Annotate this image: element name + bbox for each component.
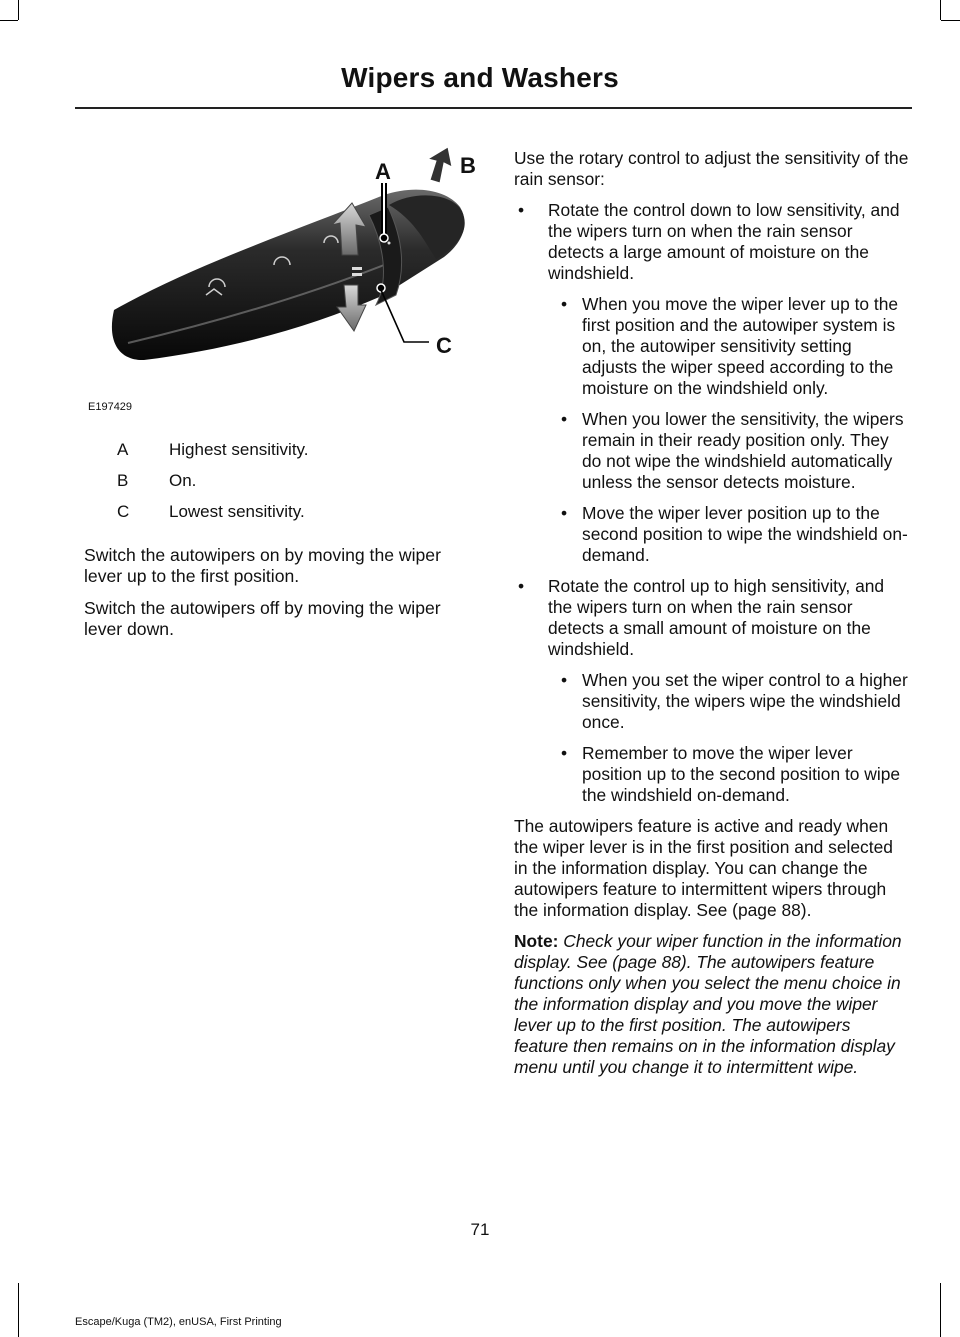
page-number: 71 <box>470 1220 490 1239</box>
list-item <box>514 200 909 284</box>
sub-bullet-text: Move the wiper lever position up to the second position to wipe the windshield on-demand. <box>582 503 908 565</box>
bullet-marker: • <box>561 409 568 429</box>
legend-row <box>117 471 309 502</box>
note-text: Check your wiper function in the information display. See (page 88). The autowipers feature functions only when you select the menu choice in the information display and you move the wiper lever up to the first position. The autowipers feature then remains on in the information display menu until you change it to intermittent wipe. <box>514 931 902 1077</box>
legend-text: Highest sensitivity. <box>169 440 309 459</box>
sub-list-item <box>514 503 909 566</box>
paragraph-autowipers-on: Switch the autowipers on by moving the wiper lever up to the first position. <box>84 545 441 586</box>
crop-mark <box>18 1283 19 1337</box>
legend-key: A <box>117 440 129 459</box>
legend-row <box>117 502 309 533</box>
legend-key: C <box>117 502 130 521</box>
bullet-marker: • <box>561 294 568 314</box>
legend-row <box>117 440 309 471</box>
footer-text: Escape/Kuga (TM2), enUSA, First Printing <box>75 1316 282 1328</box>
sub-list-item <box>514 294 909 399</box>
intro-paragraph: Use the rotary control to adjust the sensitivity of the rain sensor: <box>514 148 909 189</box>
callout-legend <box>117 440 309 533</box>
crop-mark <box>940 1283 941 1337</box>
bullet-marker: • <box>518 576 525 596</box>
note-paragraph <box>514 931 909 1078</box>
bullet-marker: • <box>561 503 568 523</box>
legend-key: B <box>117 471 129 490</box>
list-item <box>514 576 909 660</box>
body-paragraph: The autowipers feature is active and ready when the wiper lever is in the first position and selected in the information display. You can change the autowipers feature to intermittent wipers through the information display. See (page 88). <box>514 816 893 920</box>
bullet-text: Rotate the control up to high sensitivity, and the wipers turn on when the rain sensor detects a small amount of moisture on the windshield. <box>548 576 885 659</box>
page-title: Wipers and Washers <box>341 62 619 93</box>
header-divider <box>75 107 912 109</box>
bullet-marker: • <box>561 670 568 690</box>
sub-bullet-text: Remember to move the wiper lever position up to the second position to wipe the windshield on-demand. <box>582 743 901 805</box>
sub-list-item <box>514 670 909 733</box>
sub-bullet-text: When you move the wiper lever up to the first position and the autowiper system is on, the autowiper sensitivity setting adjusts the wiper speed according to the moisture on the windshield only. <box>582 294 899 398</box>
crop-mark <box>940 0 941 20</box>
sub-bullet-text: When you lower the sensitivity, the wipers remain in their ready position only. They do not wipe the windshield automatically unless the sensor detects moisture. <box>582 409 904 492</box>
figure-id: E197429 <box>88 401 133 413</box>
callout-label-a: A <box>375 159 391 184</box>
bullet-text: Rotate the control down to low sensitivity, and the wipers turn on when the rain sensor detects a large amount of moisture on the windshield. <box>548 200 900 283</box>
legend-text: On. <box>169 471 197 490</box>
note-label: Note: <box>514 931 559 951</box>
crop-mark <box>0 20 18 21</box>
bullet-marker: • <box>561 743 568 763</box>
sub-list-item <box>514 409 909 493</box>
crop-mark <box>18 0 19 20</box>
right-column <box>514 148 909 1088</box>
paragraph-autowipers-off: Switch the autowipers off by moving the wiper lever down. <box>84 598 441 639</box>
callout-label-c: C <box>436 333 452 358</box>
sub-bullet-text: When you set the wiper control to a higher sensitivity, the wipers wipe the windshield once. <box>582 670 908 732</box>
crop-mark <box>941 20 960 21</box>
sub-list-item <box>514 743 909 806</box>
callout-label-b: B <box>460 153 476 178</box>
wiper-lever-illustration <box>84 145 484 415</box>
legend-text: Lowest sensitivity. <box>169 502 305 521</box>
bullet-marker: • <box>518 200 525 220</box>
